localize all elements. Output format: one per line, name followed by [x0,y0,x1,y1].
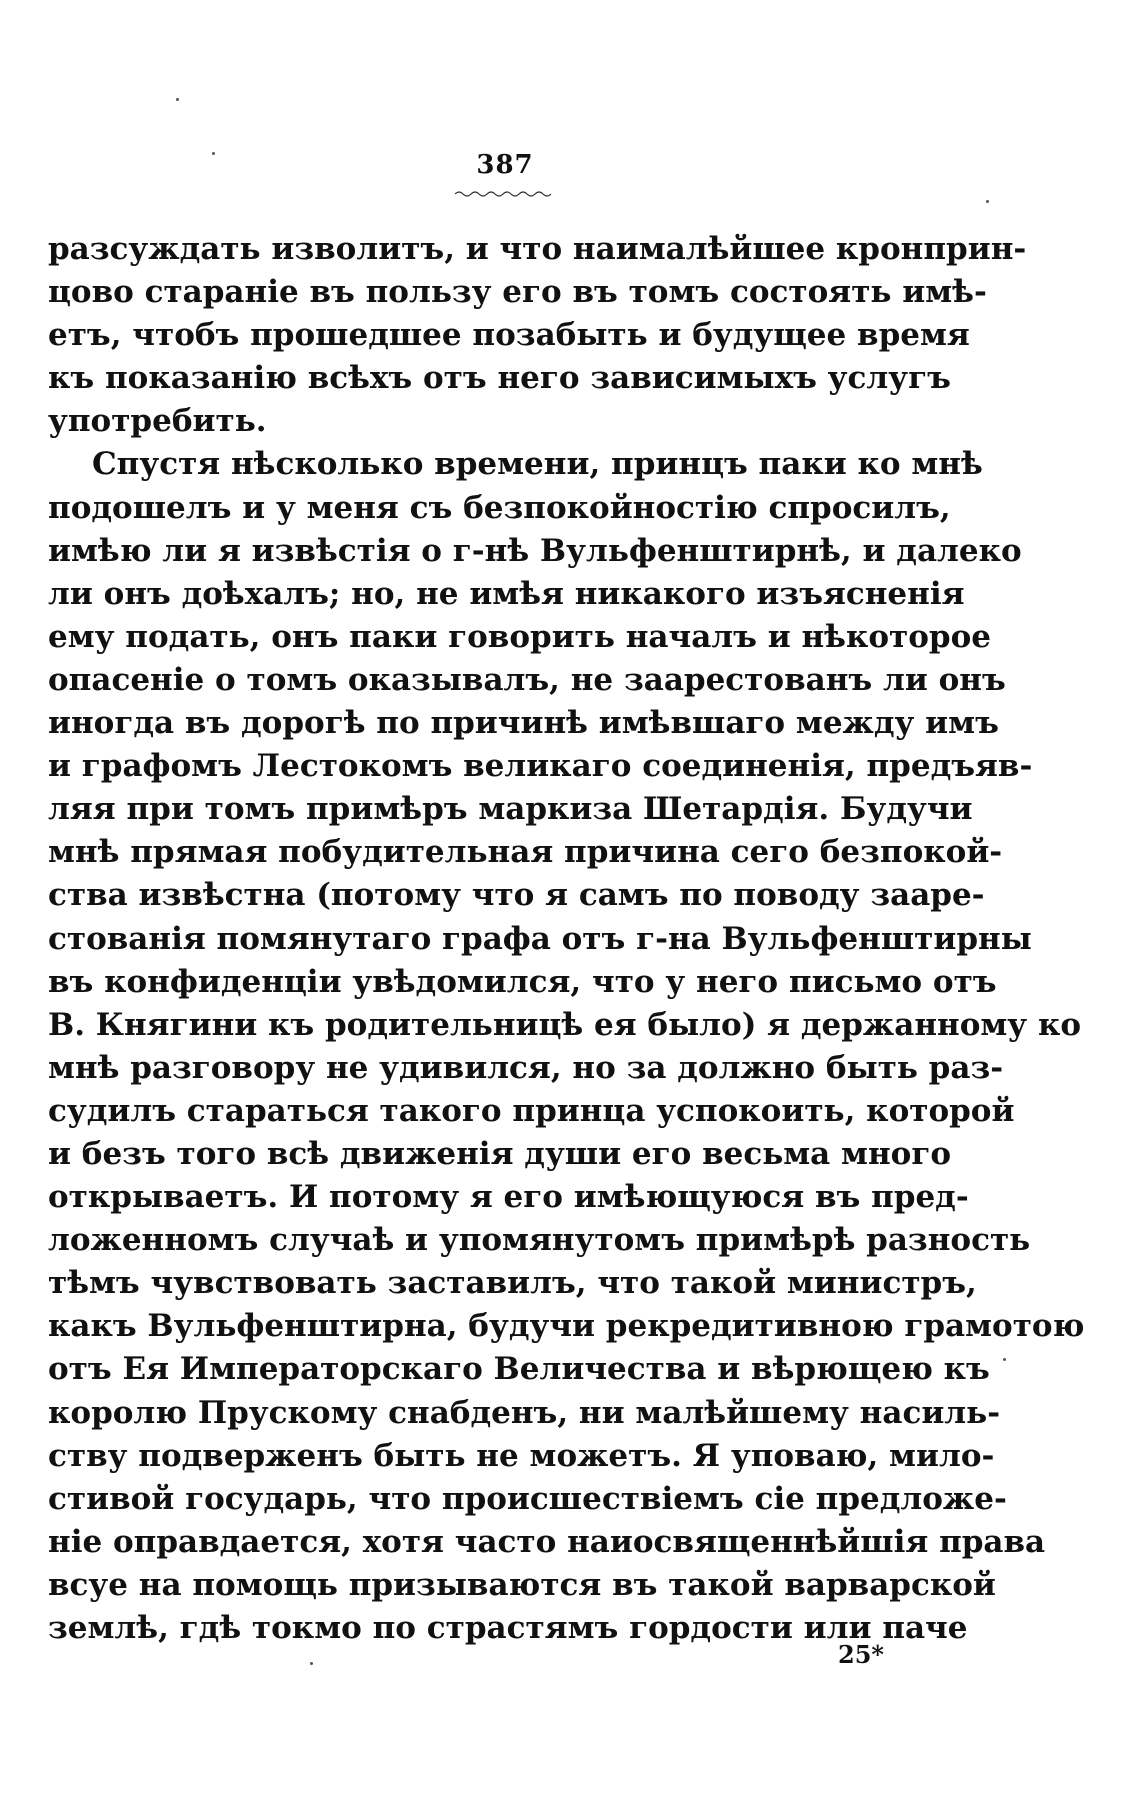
text-line: имѣю ли я извѣстія о г-нѣ Вульфенштирнѣ, и далеко [48,532,1022,569]
text-line: ляя при томъ примѣръ маркиза Шетардія. Будучи [48,791,973,828]
text-line: отъ Ея Императорскаго Величества и вѣрющею къ [48,1351,990,1388]
text-line: тѣмъ чувствовать заставилъ, что такой министръ, [48,1265,977,1302]
scan-speck [212,152,215,155]
text-line: употребить. [48,403,267,440]
text-line: ству подверженъ быть не можетъ. Я уповаю, мило- [48,1437,995,1474]
signature-mark: 25* [838,1640,884,1669]
text-line: судилъ стараться такого принца успокоить, которой [48,1092,1015,1129]
text-line: въ конфиденціи увѣдомился, что у него письмо отъ [48,963,997,1000]
text-line: мнѣ разговору не удивился, но за должно быть раз- [48,1049,1004,1086]
scan-speck [1003,1358,1006,1361]
text-line: разсуждать изволитъ, и что наималѣйшее кронприн- [48,231,1027,267]
text-line: землѣ, гдѣ токмо по страстямъ гордости или паче [48,1610,968,1646]
scan-speck [310,1662,313,1665]
text-line: ства извѣстна (потому что я самъ по поводу зааре- [48,877,985,914]
text-line: ли онъ доѣхалъ; но, не имѣя никакого изъясненія [48,575,965,612]
text-line: ложенномъ случаѣ и упомянутомъ примѣрѣ разность [48,1222,1031,1259]
page-number: 387 [476,150,534,180]
text-line: опасеніе о томъ оказывалъ, не заарестованъ ли онъ [48,661,1006,698]
scan-speck [986,200,989,203]
text-line: къ показанію всѣхъ отъ него зависимыхъ услугъ [48,360,951,397]
text-line: мнѣ прямая побудительная причина сего безпокой- [48,834,1003,871]
text-line: ему подать, онъ паки говорить началъ и нѣкоторое [48,618,992,655]
text-line: Спустя нѣсколько времени, принцъ паки ко мнѣ [92,446,983,483]
text-line: етъ, чтобъ прошедшее позабыть и будущее время [48,317,970,354]
text-line: открываетъ. И потому я его имѣющуюся въ пред- [48,1179,969,1216]
text-line: стованія помянутаго графа отъ г-на Вульфенштирны [48,920,1032,957]
text-line: цово стараніе въ пользу его въ томъ состоять имѣ- [48,274,987,311]
page-number-ornament [455,188,555,200]
text-line: В. Княгини къ родительницѣ ея было) я держанному ко [48,1006,1082,1043]
text-line: иногда въ дорогѣ по причинѣ имѣвшаго между имъ [48,705,999,742]
text-line: королю Прускому снабденъ, ни малѣйшему насиль- [48,1394,1001,1431]
text-line: и безъ того всѣ движенія души его весьма много [48,1135,952,1172]
text-line: ніе оправдается, хотя часто наиосвященнѣйшія права [48,1523,1046,1560]
body-text [48,228,1085,1650]
text-line: какъ Вульфенштирна, будучи рекредитивною грамотою [48,1308,1085,1345]
text-line: стивой государь, что происшествіемъ сіе предложе- [48,1480,1007,1517]
text-line: и графомъ Лестокомъ великаго соединенія, предъяв- [48,748,1033,785]
text-line: подошелъ и у меня съ безпокойностію спросилъ, [48,489,951,526]
text-line: всуе на помощь призываются въ такой варварской [48,1566,996,1603]
scan-speck [176,98,179,101]
